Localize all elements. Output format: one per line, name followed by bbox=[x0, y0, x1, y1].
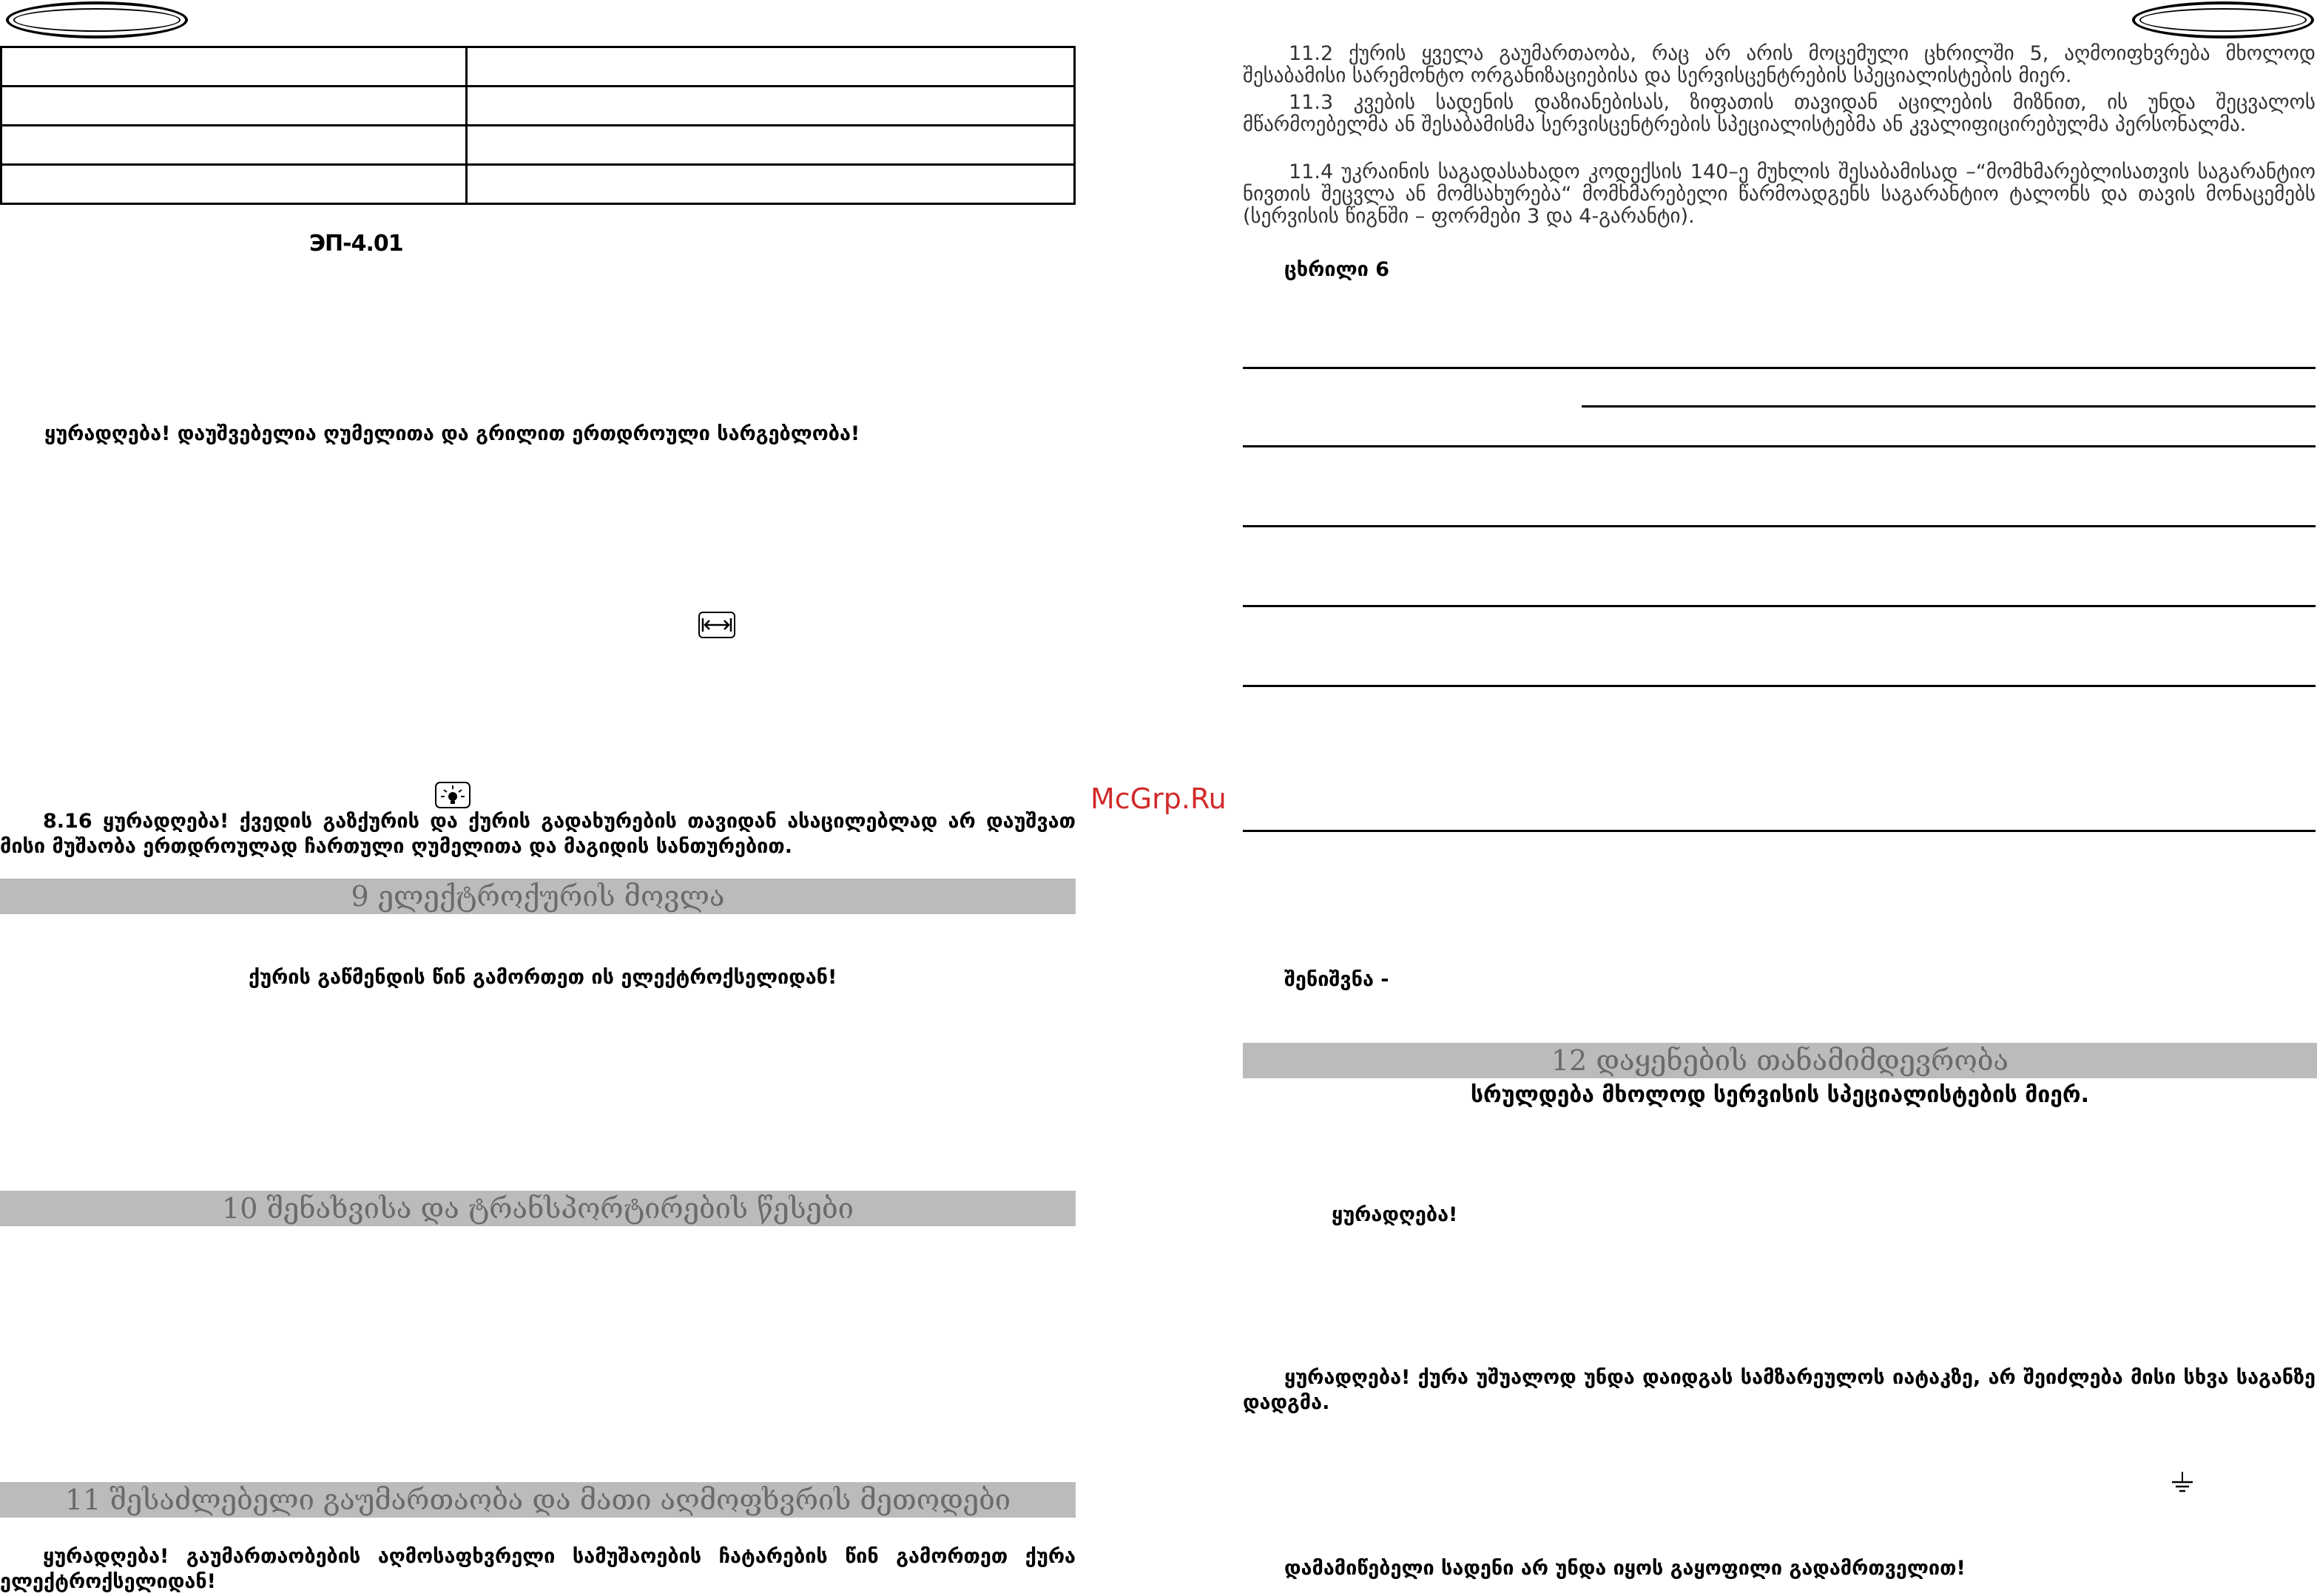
section-12-subtitle: სრულდება მხოლოდ სერვისის სპეციალისტების მიერ. bbox=[1471, 1082, 2089, 1108]
section-11-title: 11 შესაძლებელი გაუმართაობა და მათი აღმოფხვრის მეთოდები bbox=[0, 1482, 1076, 1518]
section-11-warning: ყურადღება! გაუმართაობების აღმოსაფხვრელი სამუშაოების ჩატარების წინ გამორთეთ ქურა ელექტროქსელიდან! bbox=[0, 1545, 1076, 1593]
oven-lamp-icon bbox=[434, 781, 471, 809]
table-6-rule bbox=[1582, 405, 2316, 408]
grounding-warning: დამამიწებელი სადენი არ უნდა იყოს გაყოფილი გადამრთველით! bbox=[1284, 1557, 1966, 1580]
para-11-4: 11.4 უკრაინის საგადასახადო კოდექსის 140–ე მუხლის შესაბამისად –“მომხმარებლისათვის საგარანტიო ნივთის შეცვლა ან მომსახურება“ მომხმარებელი წარმოადგენს საგარანტიო ტალონს და თავის მონაცემებს (სერვისის წიგნში – ფორმები 3 და 4-გარანტი). bbox=[1243, 160, 2316, 228]
table-6-rule bbox=[1243, 445, 2316, 447]
attention-label: ყურადღება! bbox=[1332, 1203, 1458, 1226]
section-9-title: 9 ელექტროქურის მოვლა bbox=[0, 879, 1076, 914]
para-11-3: 11.3 კვების სადენის დაზიანებისას, ზიფათის თავიდან აცილების მიზნით, ის უნდა შეცვალოს მწარმოებელმა ან შესაბამისმა სერვისცენტრების სპეციალისტებმა ან კვალიფიცირებულმა პერსონალმა. bbox=[1243, 91, 2316, 136]
ground-icon bbox=[2169, 1470, 2196, 1495]
table-6-rule bbox=[1243, 685, 2316, 687]
table-row bbox=[1, 47, 1075, 87]
table-6-rule bbox=[1243, 525, 2316, 527]
section-10-title: 10 შენახვისა და ტრანსპორტირების წესები bbox=[0, 1191, 1076, 1226]
section-12-title: 12 დაყენების თანამიმდევრობა bbox=[1243, 1043, 2317, 1078]
horizontal-arrows-icon bbox=[698, 611, 736, 639]
page-number-oval-left bbox=[6, 1, 188, 38]
table-row bbox=[1, 87, 1075, 126]
model-label: ЭП-4.01 bbox=[309, 231, 403, 257]
page-number-oval-right bbox=[2132, 1, 2314, 38]
warning-8-16: 8.16 ყურადღება! ქვედის გაზქურის და ქურის გადახურების თავიდან ასაცილებლად არ დაუშვათ მისი მუშაობა ერთდროულად ჩართული ღუმელითა და მაგიდის სანთურებით. bbox=[0, 810, 1076, 858]
spec-table bbox=[0, 46, 1076, 205]
para-11-2: 11.2 ქურის ყველა გაუმართაობა, რაც არ არის მოცემული ცხრილში 5, აღმოიფხვრება მხოლოდ შესაბამისი სარემონტო ორგანიზაციებისა და სერვისცენტრების სპეციალისტების მიერ. bbox=[1243, 42, 2316, 87]
table-6-label: ცხრილი 6 bbox=[1284, 258, 1389, 281]
table-6-rule bbox=[1243, 367, 2316, 369]
warning-grill: ყურადღება! დაუშვებელია ღუმელითა და გრილით ერთდროული სარგებლობა! bbox=[44, 422, 860, 445]
attention-mount: ყურადღება! ქურა უშუალოდ უნდა დაიდგას სამზარეულოს იატაკზე, არ შეიძლება მისი სხვა საგანზე დადგმა. bbox=[1243, 1366, 2316, 1414]
table-row bbox=[1, 126, 1075, 165]
table-row bbox=[1, 165, 1075, 204]
table-6-rule bbox=[1243, 830, 2316, 832]
note-label: შენიშვნა - bbox=[1284, 968, 1389, 991]
watermark: McGrp.Ru bbox=[1090, 782, 1227, 815]
table-6-rule bbox=[1243, 605, 2316, 607]
section-9-warning: ქურის გაწმენდის წინ გამორთეთ ის ელექტროქსელიდან! bbox=[249, 966, 837, 989]
